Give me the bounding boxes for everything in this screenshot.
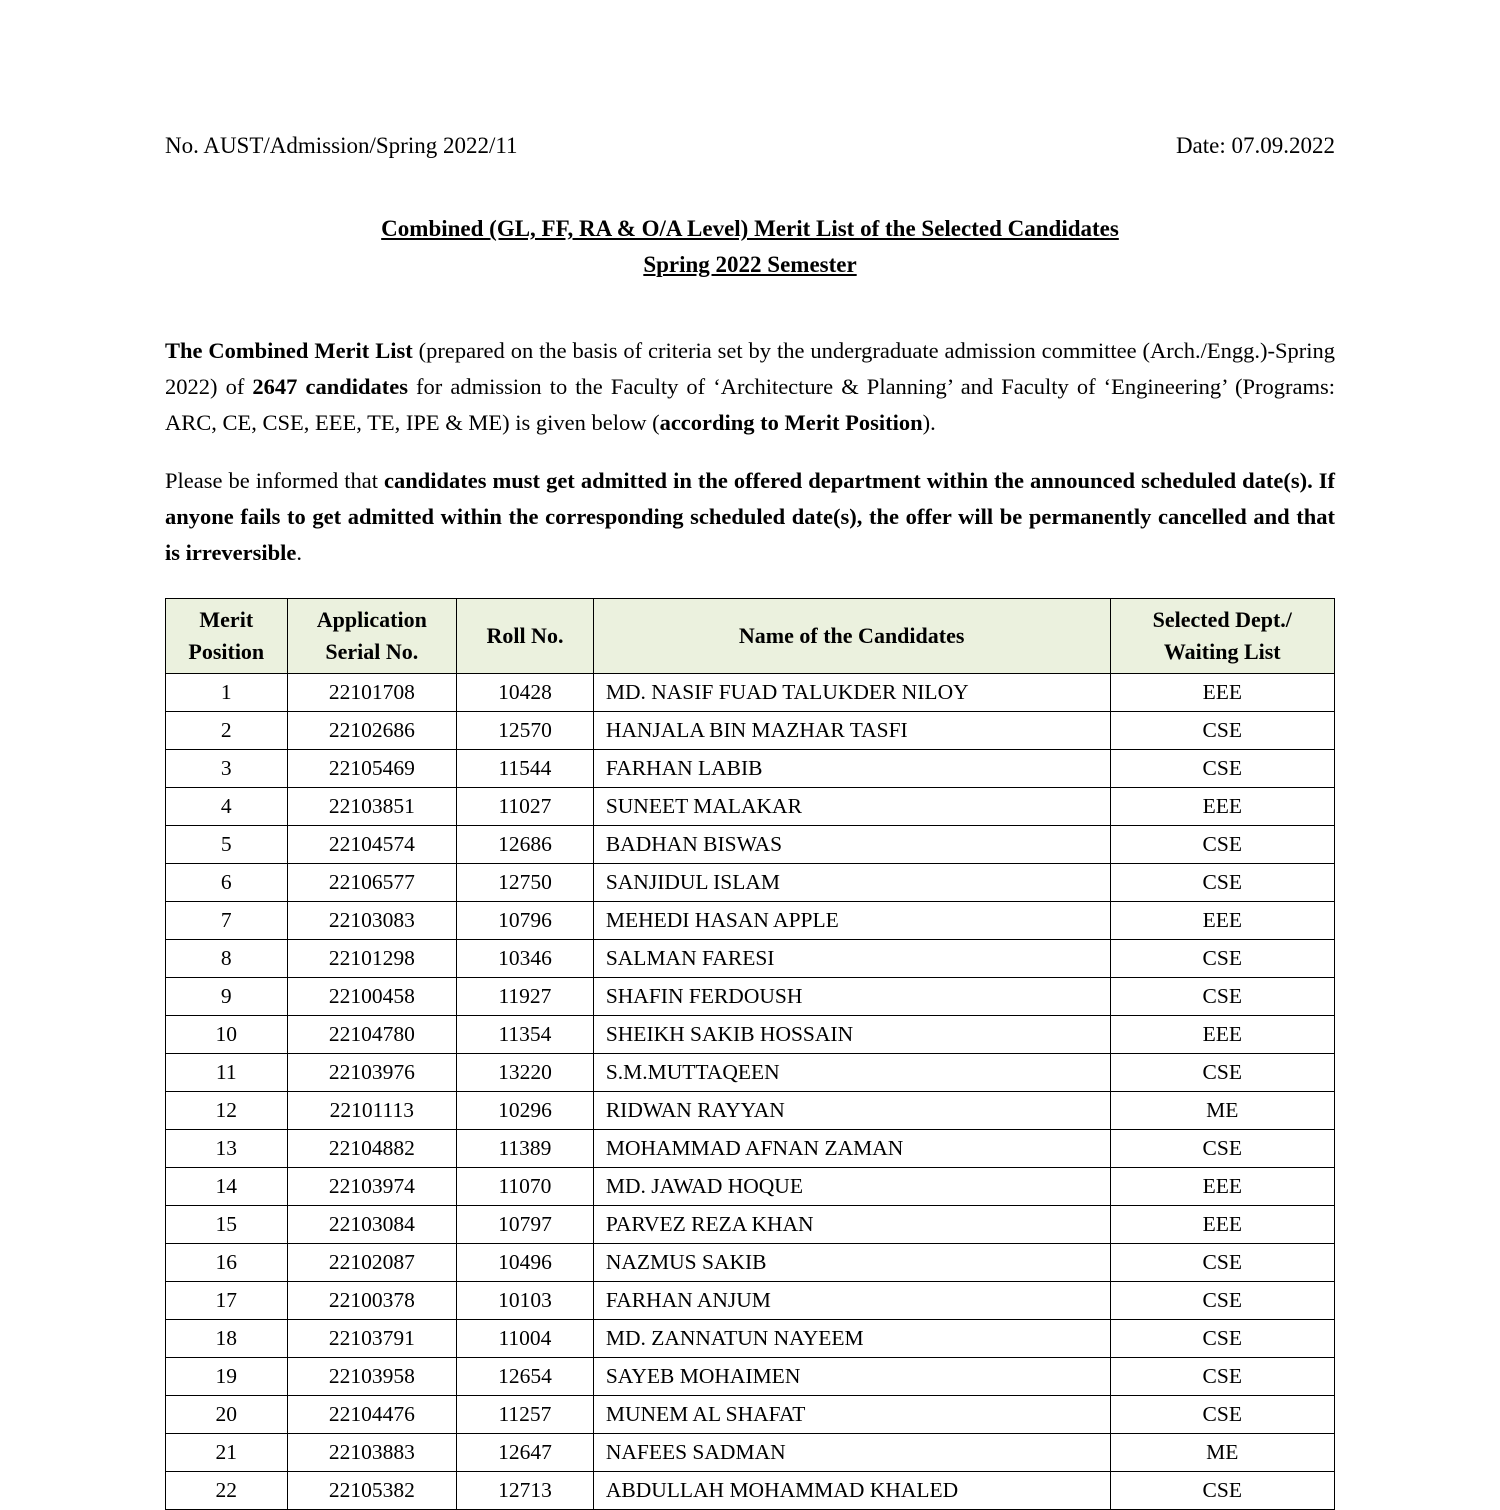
application-serial-cell: 22104476 — [287, 1396, 457, 1434]
selected-dept-cell: CSE — [1110, 864, 1334, 902]
table-row — [166, 1472, 1335, 1510]
selected-dept-cell: CSE — [1110, 750, 1334, 788]
candidate-name-cell: SHEIKH SAKIB HOSSAIN — [593, 1016, 1110, 1054]
paragraph-segment: (prepared on the basis of criteria set by the undergraduate admission committee (Arch./Engg.)-Spring 2022) of — [165, 338, 1335, 399]
roll-no-cell: 11004 — [457, 1320, 594, 1358]
table-row — [166, 674, 1335, 712]
merit-position-cell: 9 — [166, 978, 288, 1016]
table-row — [166, 1206, 1335, 1244]
merit-position-cell: 7 — [166, 902, 288, 940]
merit-position-cell: 15 — [166, 1206, 288, 1244]
title-line-2: Spring 2022 Semester — [643, 252, 857, 277]
roll-no-cell: 11354 — [457, 1016, 594, 1054]
roll-no-cell: 13220 — [457, 1054, 594, 1092]
candidate-name-cell: MEHEDI HASAN APPLE — [593, 902, 1110, 940]
roll-no-cell: 12570 — [457, 712, 594, 750]
table-row — [166, 1130, 1335, 1168]
application-serial-cell: 22101298 — [287, 940, 457, 978]
candidate-name-cell: ABDULLAH MOHAMMAD KHALED — [593, 1472, 1110, 1510]
application-serial-cell: 22103083 — [287, 902, 457, 940]
table-row — [166, 1092, 1335, 1130]
merit-position-cell: 4 — [166, 788, 288, 826]
merit-position-cell: 10 — [166, 1016, 288, 1054]
roll-no-cell: 12713 — [457, 1472, 594, 1510]
candidate-name-cell: SHAFIN FERDOUSH — [593, 978, 1110, 1016]
candidate-name-cell: SUNEET MALAKAR — [593, 788, 1110, 826]
selected-dept-cell: EEE — [1110, 674, 1334, 712]
table-row — [166, 1358, 1335, 1396]
column-header: Name of the Candidates — [593, 599, 1110, 674]
merit-position-cell: 18 — [166, 1320, 288, 1358]
roll-no-cell: 10103 — [457, 1282, 594, 1320]
roll-no-cell: 11070 — [457, 1168, 594, 1206]
application-serial-cell: 22100458 — [287, 978, 457, 1016]
selected-dept-cell: EEE — [1110, 788, 1334, 826]
column-header: Roll No. — [457, 599, 594, 674]
paragraph-segment: The Combined Merit List — [165, 338, 419, 363]
merit-position-cell: 22 — [166, 1472, 288, 1510]
paragraph-segment: for admission to the Faculty of ‘Architecture & Planning’ and Faculty of ‘Engineering’ (Programs: ARC, CE, CSE, EEE, TE, IPE & ME) is given below ( — [165, 374, 1335, 435]
merit-position-cell: 12 — [166, 1092, 288, 1130]
merit-position-cell: 1 — [166, 674, 288, 712]
candidate-name-cell: MD. NASIF FUAD TALUKDER NILOY — [593, 674, 1110, 712]
candidate-name-cell: FARHAN ANJUM — [593, 1282, 1110, 1320]
merit-position-cell: 19 — [166, 1358, 288, 1396]
merit-position-cell: 14 — [166, 1168, 288, 1206]
table-row — [166, 788, 1335, 826]
roll-no-cell: 12654 — [457, 1358, 594, 1396]
roll-no-cell: 12647 — [457, 1434, 594, 1472]
merit-position-cell: 3 — [166, 750, 288, 788]
application-serial-cell: 22105469 — [287, 750, 457, 788]
application-serial-cell: 22104882 — [287, 1130, 457, 1168]
notice-paragraph — [165, 463, 1335, 571]
paragraph-segment: candidates must get admitted in the offered department within the announced scheduled date(s). If anyone fails to get admitted within the corresponding scheduled date(s), the offer will be permanently cancelled and that is irreversible — [165, 468, 1335, 565]
roll-no-cell: 11927 — [457, 978, 594, 1016]
application-serial-cell: 22103883 — [287, 1434, 457, 1472]
candidate-name-cell: NAFEES SADMAN — [593, 1434, 1110, 1472]
paragraph-segment: ). — [922, 410, 936, 435]
roll-no-cell: 12686 — [457, 826, 594, 864]
merit-position-cell: 21 — [166, 1434, 288, 1472]
document-date: Date: 07.09.2022 — [1175, 133, 1335, 158]
paragraph-segment: 2647 candidates — [252, 374, 408, 399]
candidate-name-cell: SALMAN FARESI — [593, 940, 1110, 978]
candidate-name-cell: MD. ZANNATUN NAYEEM — [593, 1320, 1110, 1358]
application-serial-cell: 22103976 — [287, 1054, 457, 1092]
merit-position-cell: 17 — [166, 1282, 288, 1320]
table-row — [166, 826, 1335, 864]
application-serial-cell: 22104780 — [287, 1016, 457, 1054]
table-row — [166, 750, 1335, 788]
merit-position-cell: 11 — [166, 1054, 288, 1092]
roll-no-cell: 10496 — [457, 1244, 594, 1282]
selected-dept-cell: CSE — [1110, 940, 1334, 978]
table-row — [166, 1016, 1335, 1054]
selected-dept-cell: CSE — [1110, 1244, 1334, 1282]
roll-no-cell: 11389 — [457, 1130, 594, 1168]
candidate-name-cell: SANJIDUL ISLAM — [593, 864, 1110, 902]
table-row — [166, 1054, 1335, 1092]
reference-number: No. AUST/Admission/Spring 2022/11 — [165, 133, 518, 158]
selected-dept-cell: CSE — [1110, 1320, 1334, 1358]
paragraph-segment: according to Merit Position — [659, 410, 923, 435]
roll-no-cell: 10428 — [457, 674, 594, 712]
selected-dept-cell: CSE — [1110, 1130, 1334, 1168]
table-header-row — [166, 599, 1335, 674]
table-row — [166, 712, 1335, 750]
roll-no-cell: 12750 — [457, 864, 594, 902]
candidate-name-cell: S.M.MUTTAQEEN — [593, 1054, 1110, 1092]
selected-dept-cell: CSE — [1110, 1358, 1334, 1396]
selected-dept-cell: ME — [1110, 1092, 1334, 1130]
selected-dept-cell: CSE — [1110, 826, 1334, 864]
column-header: Merit Position — [166, 599, 288, 674]
title-line-1: Combined (GL, FF, RA & O/A Level) Merit List of the Selected Candidates — [381, 216, 1119, 241]
selected-dept-cell: CSE — [1110, 1054, 1334, 1092]
roll-no-cell: 11544 — [457, 750, 594, 788]
paragraph-segment: . — [296, 540, 303, 565]
roll-no-cell: 10346 — [457, 940, 594, 978]
merit-list-table — [165, 598, 1335, 1510]
candidate-name-cell: BADHAN BISWAS — [593, 826, 1110, 864]
roll-no-cell: 11257 — [457, 1396, 594, 1434]
roll-no-cell: 10797 — [457, 1206, 594, 1244]
document-header — [165, 133, 1335, 159]
application-serial-cell: 22101708 — [287, 674, 457, 712]
table-row — [166, 1396, 1335, 1434]
application-serial-cell: 22104574 — [287, 826, 457, 864]
selected-dept-cell: CSE — [1110, 1282, 1334, 1320]
intro-paragraph — [165, 333, 1335, 441]
selected-dept-cell: EEE — [1110, 1206, 1334, 1244]
application-serial-cell: 22103974 — [287, 1168, 457, 1206]
application-serial-cell: 22103791 — [287, 1320, 457, 1358]
application-serial-cell: 22103084 — [287, 1206, 457, 1244]
merit-position-cell: 20 — [166, 1396, 288, 1434]
candidate-name-cell: SAYEB MOHAIMEN — [593, 1358, 1110, 1396]
merit-position-cell: 5 — [166, 826, 288, 864]
application-serial-cell: 22105382 — [287, 1472, 457, 1510]
merit-position-cell: 8 — [166, 940, 288, 978]
candidate-name-cell: MUNEM AL SHAFAT — [593, 1396, 1110, 1434]
candidate-name-cell: MD. JAWAD HOQUE — [593, 1168, 1110, 1206]
table-row — [166, 1168, 1335, 1206]
table-row — [166, 902, 1335, 940]
table-row — [166, 1282, 1335, 1320]
table-row — [166, 1320, 1335, 1358]
merit-position-cell: 6 — [166, 864, 288, 902]
application-serial-cell: 22101113 — [287, 1092, 457, 1130]
roll-no-cell: 11027 — [457, 788, 594, 826]
table-row — [166, 940, 1335, 978]
selected-dept-cell: CSE — [1110, 978, 1334, 1016]
column-header: Selected Dept./ Waiting List — [1110, 599, 1334, 674]
column-header: Application Serial No. — [287, 599, 457, 674]
document-title — [165, 211, 1335, 283]
application-serial-cell: 22106577 — [287, 864, 457, 902]
application-serial-cell: 22100378 — [287, 1282, 457, 1320]
application-serial-cell: 22102686 — [287, 712, 457, 750]
selected-dept-cell: EEE — [1110, 1016, 1334, 1054]
selected-dept-cell: CSE — [1110, 1472, 1334, 1510]
selected-dept-cell: EEE — [1110, 1168, 1334, 1206]
roll-no-cell: 10796 — [457, 902, 594, 940]
candidate-name-cell: MOHAMMAD AFNAN ZAMAN — [593, 1130, 1110, 1168]
paragraph-segment: Please be informed that — [165, 468, 385, 493]
candidate-name-cell: PARVEZ REZA KHAN — [593, 1206, 1110, 1244]
table-row — [166, 1244, 1335, 1282]
application-serial-cell: 22103958 — [287, 1358, 457, 1396]
table-row — [166, 1434, 1335, 1472]
roll-no-cell: 10296 — [457, 1092, 594, 1130]
selected-dept-cell: EEE — [1110, 902, 1334, 940]
candidate-name-cell: HANJALA BIN MAZHAR TASFI — [593, 712, 1110, 750]
merit-position-cell: 2 — [166, 712, 288, 750]
candidate-name-cell: FARHAN LABIB — [593, 750, 1110, 788]
candidate-name-cell: NAZMUS SAKIB — [593, 1244, 1110, 1282]
table-row — [166, 864, 1335, 902]
merit-position-cell: 13 — [166, 1130, 288, 1168]
candidate-name-cell: RIDWAN RAYYAN — [593, 1092, 1110, 1130]
merit-position-cell: 16 — [166, 1244, 288, 1282]
application-serial-cell: 22103851 — [287, 788, 457, 826]
selected-dept-cell: ME — [1110, 1434, 1334, 1472]
table-row — [166, 978, 1335, 1016]
application-serial-cell: 22102087 — [287, 1244, 457, 1282]
selected-dept-cell: CSE — [1110, 712, 1334, 750]
selected-dept-cell: CSE — [1110, 1396, 1334, 1434]
